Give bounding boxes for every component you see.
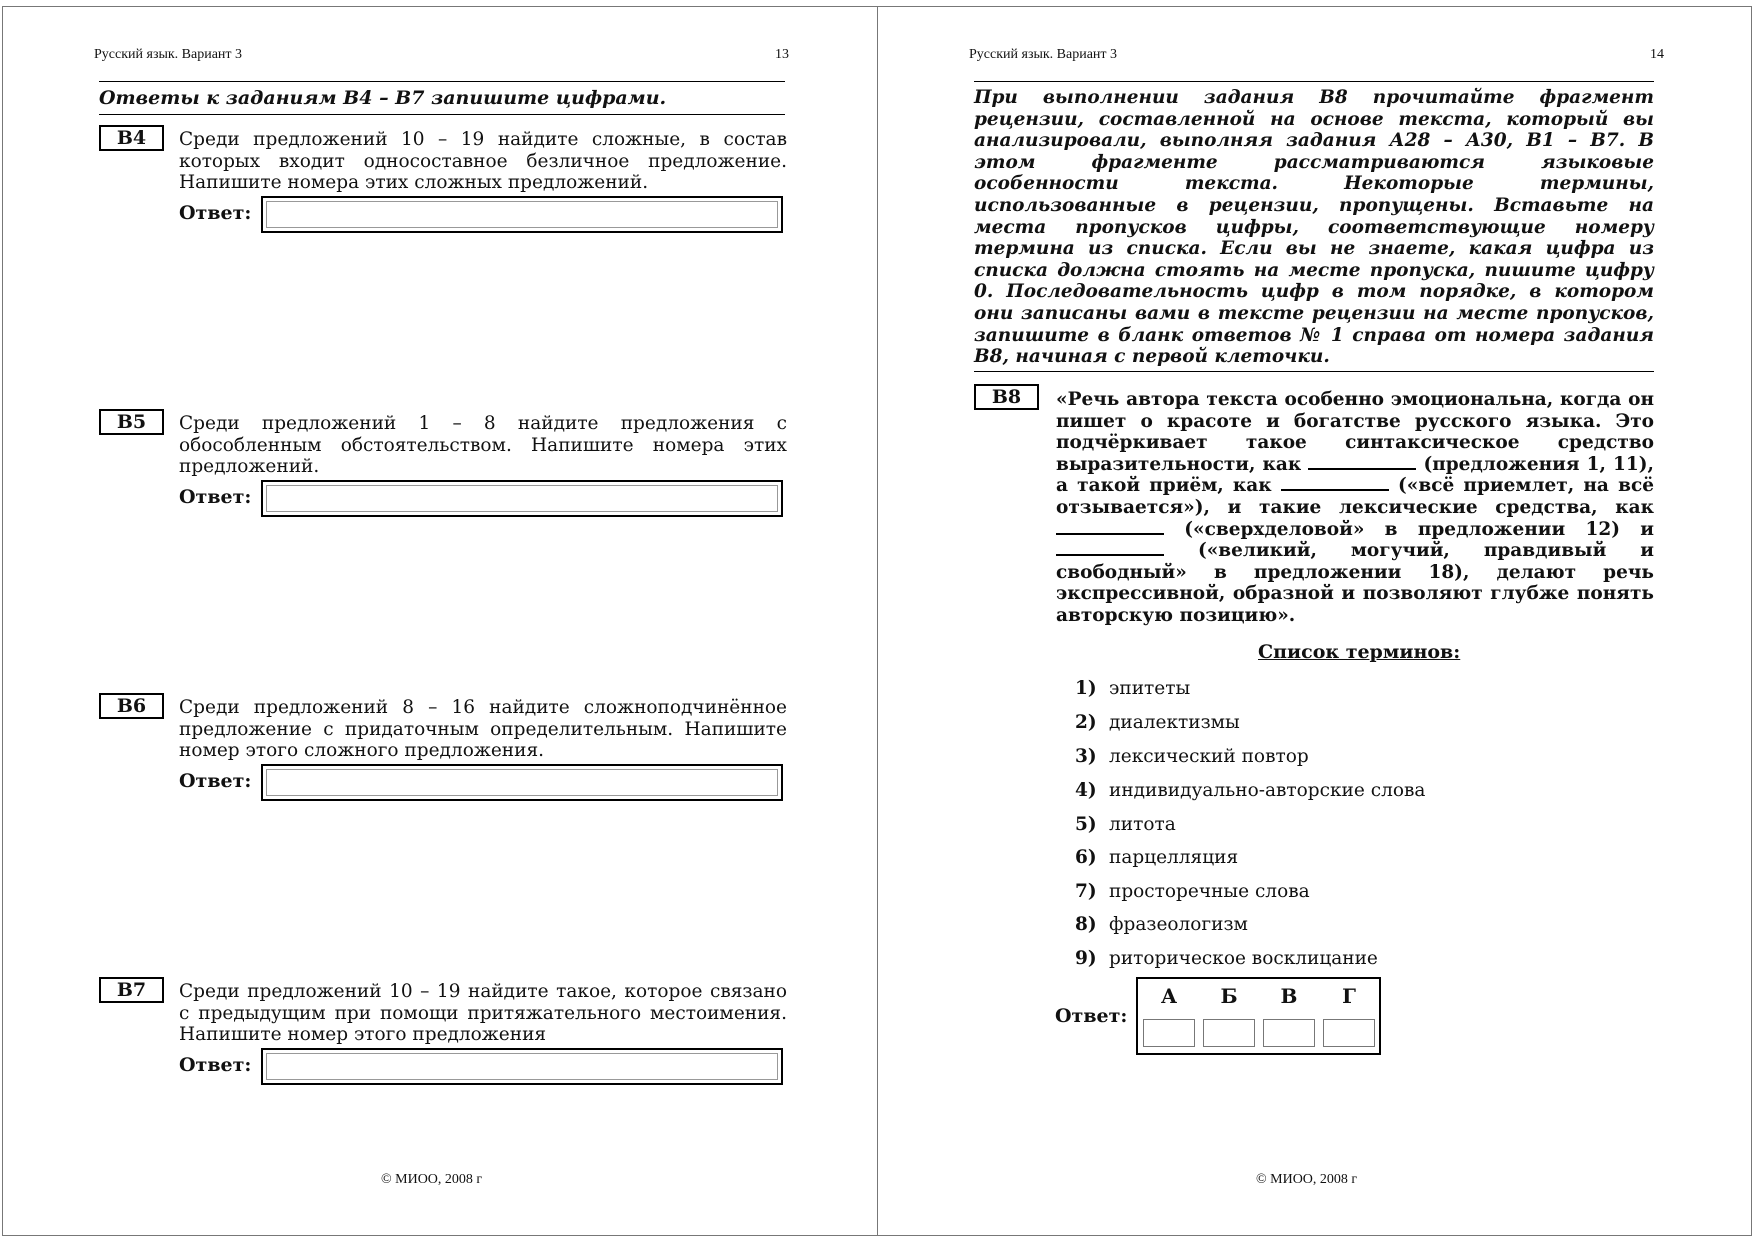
review-part-1: «Речь автора текста особенно эмоциональна, когда он пишет о красоте и богатстве русского языка. Это подчёркивает такое синтаксическое средство выразительности, как	[1056, 389, 1654, 475]
answer-label: Ответ:	[179, 1054, 252, 1076]
page-right	[877, 6, 1752, 1236]
answer-input-b7[interactable]	[261, 1048, 783, 1085]
grid-cell-g[interactable]	[1323, 1019, 1375, 1047]
grid-cell-v[interactable]	[1263, 1019, 1315, 1047]
running-header: Русский язык. Вариант 3	[969, 47, 1118, 62]
task-text-b7: Среди предложений 10 – 19 найдите такое, которое связано с предыдущим при помощи притяжательного местоимения. Напишите номер этого предложения	[179, 981, 787, 1045]
blank-b	[1281, 475, 1389, 491]
answer-label: Ответ:	[179, 202, 252, 224]
term-item: 4) индивидуально-авторские слова	[1075, 780, 1426, 801]
answer-label: Ответ:	[179, 770, 252, 792]
task-label-b4: В4	[99, 125, 164, 151]
answer-input-b4[interactable]	[261, 196, 783, 233]
review-part-5: («великий, могучий, правдивый и свободный» в предложении 18), делают речь экспрессивной, образной и позволяют глубже понять авторскую позицию».	[1056, 540, 1654, 626]
divider	[974, 81, 1654, 82]
term-item: 7) просторечные слова	[1075, 881, 1310, 902]
task-label-b7: В7	[99, 977, 164, 1003]
term-item: 5) литота	[1075, 814, 1176, 835]
grid-letter-a: А	[1160, 984, 1178, 1008]
page-number: 13	[775, 47, 789, 62]
footer-copyright: © МИОО, 2008 г	[381, 1172, 483, 1187]
grid-letter-b: Б	[1220, 984, 1238, 1008]
term-item: 1) эпитеты	[1075, 678, 1191, 699]
blank-c	[1056, 519, 1164, 535]
term-item: 3) лексический повтор	[1075, 746, 1309, 767]
divider	[974, 371, 1654, 372]
answer-label: Ответ:	[179, 486, 252, 508]
task-label-b8: В8	[974, 384, 1039, 410]
answer-input-b6[interactable]	[261, 764, 783, 801]
terms-title: Список терминов:	[1258, 641, 1461, 663]
footer-copyright: © МИОО, 2008 г	[1256, 1172, 1358, 1187]
term-item: 8) фразеологизм	[1075, 914, 1248, 935]
running-header: Русский язык. Вариант 3	[94, 47, 243, 62]
term-item: 9) риторическое восклицание	[1075, 948, 1378, 969]
task-text-b4: Среди предложений 10 – 19 найдите сложные, в состав которых входит односоставное безличное предложение. Напишите номера этих сложных предложений.	[179, 129, 787, 193]
term-item: 2) диалектизмы	[1075, 712, 1240, 733]
section-title: Ответы к заданиям В4 – В7 запишите цифрами.	[99, 87, 667, 109]
b8-instructions: При выполнении задания В8 прочитайте фрагмент рецензии, составленной на основе текста, который вы анализировали, выполняя задания А28 – А30, В1 – В7. В этом фрагменте рассматриваются языковые особенности текста. Некоторые термины, использованные в рецензии, пропущены. Вставьте на места пропусков цифры, соответствующие номеру термина из списка. Если вы не знаете, какая цифра из списка должна стоять на месте пропуска, пишите цифру 0. Последовательность цифр в том порядке, в котором они записаны вами в тексте рецензии на месте пропусков, запишите в бланк ответов № 1 справа от номера задания В8, начиная с первой клеточки.	[974, 87, 1654, 368]
page-number: 14	[1650, 47, 1664, 62]
blank-a	[1308, 454, 1416, 470]
grid-letter-g: Г	[1342, 984, 1356, 1008]
page-left	[2, 6, 878, 1236]
task-text-b5: Среди предложений 1 – 8 найдите предложения с обособленным обстоятельством. Напишите номера этих предложений.	[179, 413, 787, 477]
b8-review-text	[1056, 389, 1654, 627]
term-item: 6) парцелляция	[1075, 847, 1239, 868]
divider	[99, 81, 785, 82]
task-label-b5: В5	[99, 409, 164, 435]
blank-d	[1056, 540, 1164, 556]
review-part-2: (предложения 1, 11), а такой приём, как	[1056, 453, 1654, 497]
task-text-b6: Среди предложений 8 – 16 найдите сложноподчинённое предложение с придаточным определительным. Напишите номер этого сложного предложения.	[179, 697, 787, 761]
grid-cell-a[interactable]	[1143, 1019, 1195, 1047]
answer-input-b5[interactable]	[261, 480, 783, 517]
divider	[99, 114, 785, 115]
answer-label: Ответ:	[1055, 1005, 1128, 1027]
b8-answer-grid	[1136, 977, 1381, 1055]
grid-cell-b[interactable]	[1203, 1019, 1255, 1047]
grid-letter-v: В	[1280, 984, 1298, 1008]
review-part-4: («сверхделовой» в предложении 12) и	[1184, 518, 1654, 540]
task-label-b6: В6	[99, 693, 164, 719]
review-part-3: («всё приемлет, на всё отзывается»), и такие лексические средства, как	[1056, 475, 1654, 518]
